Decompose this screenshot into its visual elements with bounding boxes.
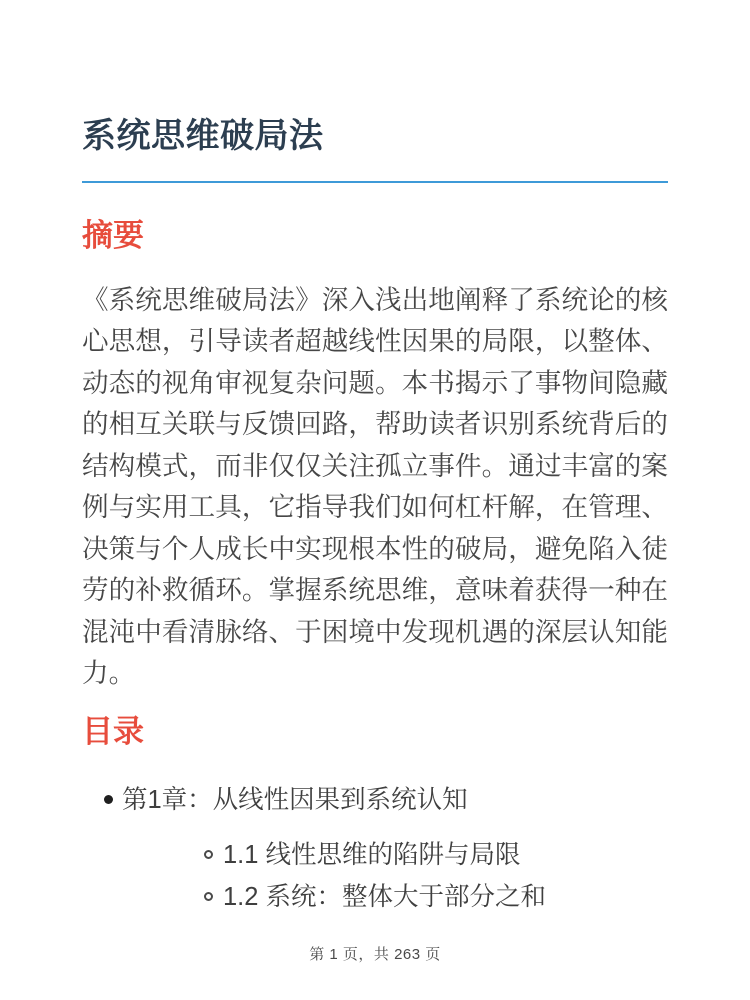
title-divider — [82, 181, 668, 183]
toc-section-label: 1.2 系统：整体大于部分之和 — [223, 882, 547, 911]
toc-section-item — [122, 838, 668, 872]
toc-heading: 目录 — [82, 713, 144, 749]
toc-chapter-label: 第1章：从线性因果到系统认知 — [122, 785, 468, 814]
bullet-circle-icon — [204, 892, 213, 901]
bullet-circle-icon — [204, 850, 213, 859]
toc-section-item — [122, 880, 668, 914]
toc-sublist — [122, 838, 668, 914]
bullet-disc-icon — [104, 795, 113, 804]
abstract-paragraph: 《系统思维破局法》深入浅出地阐释了系统论的核心思想，引导读者超越线性因果的局限，以整体、动态的视角审视复杂问题。本书揭示了事物间隐藏的相互关联与反馈回路，帮助读者识别系统背后的结构模式，而非仅仅关注孤立事件。通过丰富的案例与实用工具，它指导我们如何杠杆解，在管理、决策与个人成长中实现根本性的破局，避免陷入徒劳的补救循环。掌握系统思维，意味着获得一种在混沌中看清脉络、于困境中发现机遇的深层认知能力。 — [82, 284, 668, 689]
toc-section-label: 1.1 线性思维的陷阱与局限 — [223, 840, 521, 869]
document-title: 系统思维破局法 — [82, 117, 324, 155]
abstract-heading: 摘要 — [82, 217, 144, 253]
toc-list — [82, 783, 668, 914]
page-number-indicator: 第 1 页，共 263 页 — [309, 946, 441, 963]
toc-chapter-item — [82, 783, 668, 914]
